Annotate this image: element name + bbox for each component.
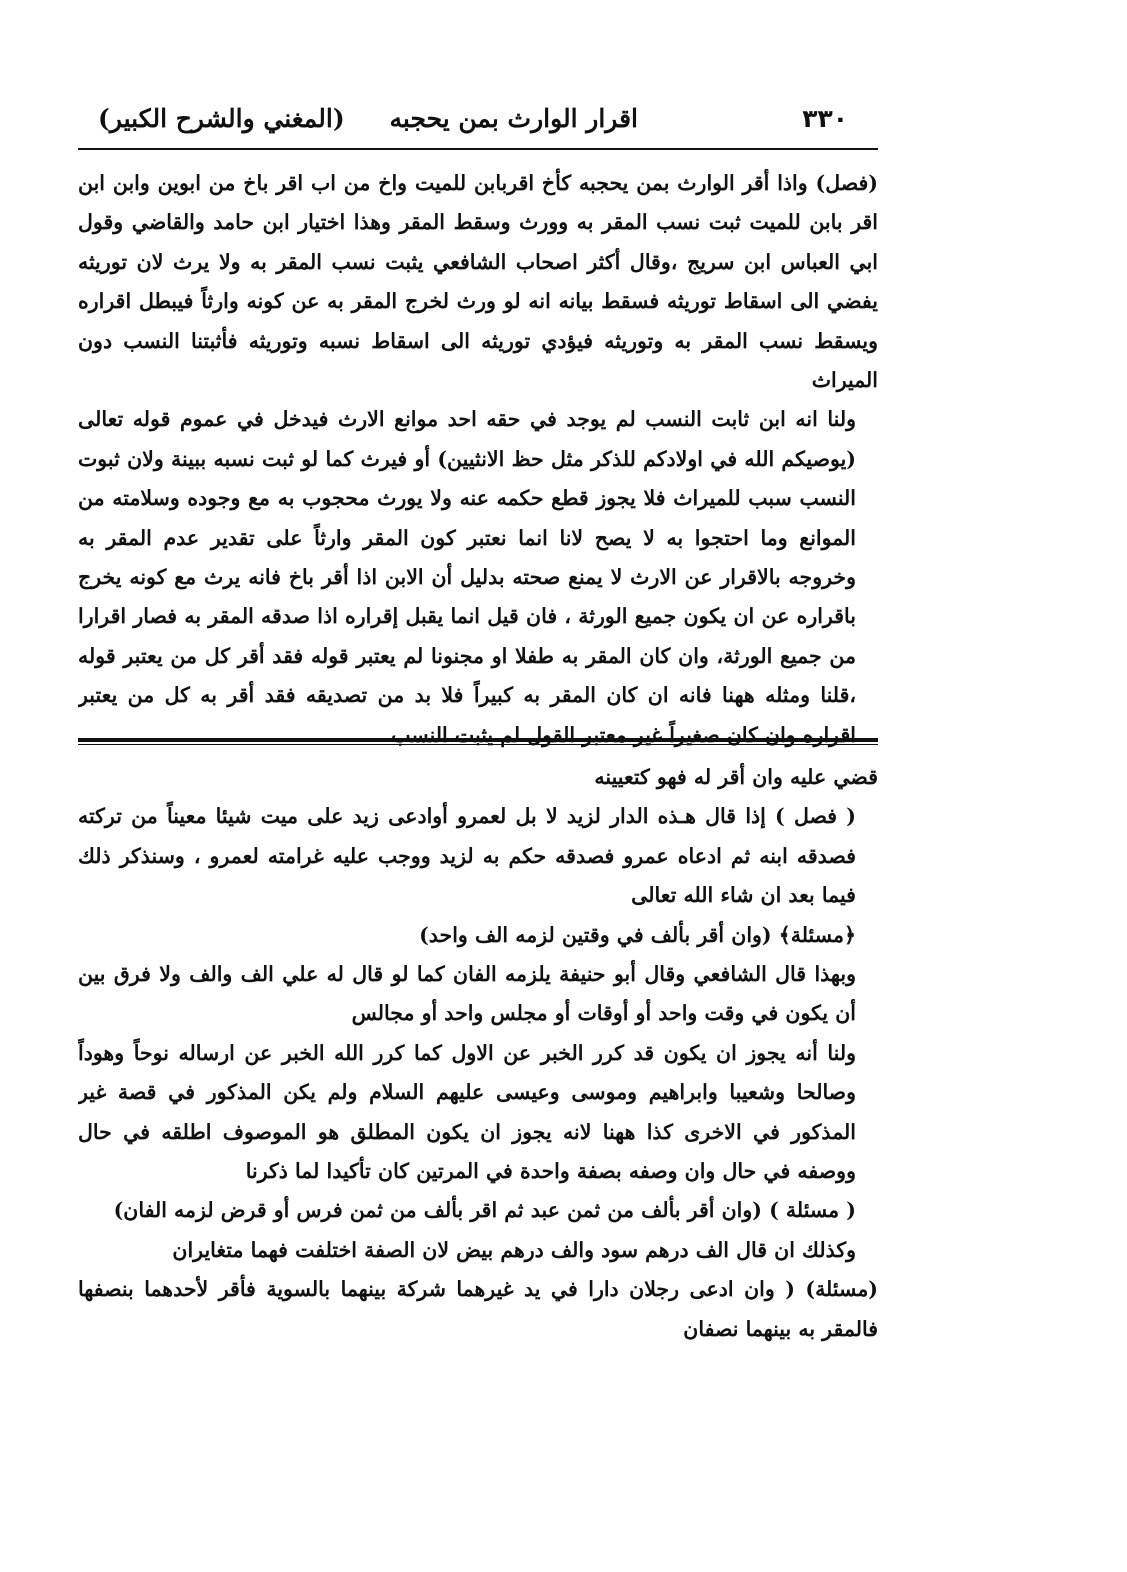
commentary-paragraph: (فصل) واذا أقر الوارث بمن يحجبه كأخ اقربابن للميت واخ من اب اقر باخ من ابوين وابن ابن اقر بابن للميت ثبت نسب المقر به وورث وسقط المقر وهذا اختيار ابن حامد والقاضي وقول ابي العباس ابن سريج ،وقال أكثر اصحاب الشافعي يثبت نسب المقر به ولا يرث لان توريثه يفضي الى اسقاط توريثه فسقط بيانه انه لو ورث لخرج المقر به عن كونه وارثاً فيبطل اقراره ويسقط نسب المقر به وتوريثه فيؤدي توريثه الى اسقاط نسبه وتوريثه فأثبتنا النسب دون الميراث bbox=[78, 171, 878, 393]
main-text-section bbox=[78, 758, 878, 1558]
main-paragraph: وكذلك ان قال الف درهم سود والف درهم بيض لان الصفة اختلفت فهما متغايران bbox=[172, 1237, 856, 1262]
main-paragraph: ( فصل ) إذا قال هـذه الدار لزيد لا بل لعمرو أوادعى زيد على ميت شيئا معيناً من تركته فصدقه ابنه ثم ادعاه عمرو فصدقه حكم به لزيد ووجب عليه غرامته لعمرو ، وسنذكر ذلك فيما بعد ان شاء الله تعالى bbox=[78, 804, 856, 908]
masala-heading: ( مسئلة ) (وان أقر بألف من ثمن عبد ثم اقر بألف من ثمن فرس أو قرض لزمه الفان) bbox=[113, 1198, 856, 1223]
commentary-paragraph: ولنا انه ابن ثابت النسب لم يوجد في حقه احد موانع الارث فيدخل في عموم قوله تعالى (يوصيكم الله في اولادكم للذكر مثل حظ الانثيين) أو فيرث كما لو ثبت نسبه ببينة ولان ثبوت النسب سبب للميراث فلا يجوز قطع حكمه عنه ولا يورث محجوب به مع وجوده وسلامته من الموانع وما احتجوا به لا يصح لانا انما نعتبر كون المقر وارثاً على تقدير عدم المقر به وخروجه بالاقرار عن الارث لا يمنع صحته بدليل أن الابن اذا أقر باخ فانه يرث مع كونه يخرج باقراره عن ان يكون جميع الورثة ، فان قيل انما يقبل إقراره اذا صدقه المقر به فصار اقرارا من جميع الورثة، وان كان المقر به طفلا او مجنونا لم يعتبر قوله فقد أقر كل من يعتبر قوله ،قلنا ومثله ههنا فانه ان كان المقر به كبيراً فلا بد من تصديقه فقد أقر به كل من يعتبر اقراره وان كان صغيراً غير معتبر القول لم يثبت النسب bbox=[78, 407, 856, 747]
book-title: (المغني والشرح الكبير) bbox=[98, 104, 345, 133]
book-page bbox=[78, 100, 878, 1341]
main-paragraph: ولنا أنه يجوز ان يكون قد كرر الخبر عن الاول كما كرر الله الخبر عن ارساله نوحاً وهوداً وصالحا وشعيبا وابراهيم وموسى وعيسى عليهم السلام ولم يكن المذكور في قصة غير المذكور في الاخرى كذا ههنا لانه يجوز ان يكون المطلق هو الموصوف اطلقه في حال ووصفه في حال وان وصفه بصفة واحدة في المرتين كان تأكيدا لما ذكرنا bbox=[78, 1040, 856, 1184]
section-divider bbox=[78, 738, 878, 746]
main-paragraph: وبهذا قال الشافعي وقال أبو حنيفة يلزمه الفان كما لو قال له علي الف والف ولا فرق بين أن يكون في وقت واحد أو أوقات أو مجلس واحد أو مجالس bbox=[78, 962, 856, 1026]
page-number: ٣٣٠ bbox=[802, 104, 848, 133]
masala-heading: (مسئلة) ( وان ادعى رجلان دارا في يد غيرهما شركة بينهما بالسوية فأقر لأحدهما بنصفها فالمقر به بينهما نصفان bbox=[78, 1277, 878, 1341]
running-title: اقرار الوارث بمن يحجبه bbox=[389, 104, 638, 133]
commentary-section bbox=[78, 164, 878, 754]
page-header bbox=[78, 100, 878, 148]
main-paragraph: قضي عليه وان أقر له فهو كتعيينه bbox=[594, 765, 878, 789]
masala-heading: ﴿مسئلة﴾ (وان أقر بألف في وقتين لزمه الف واحد) bbox=[419, 922, 856, 947]
header-rule bbox=[78, 148, 878, 150]
